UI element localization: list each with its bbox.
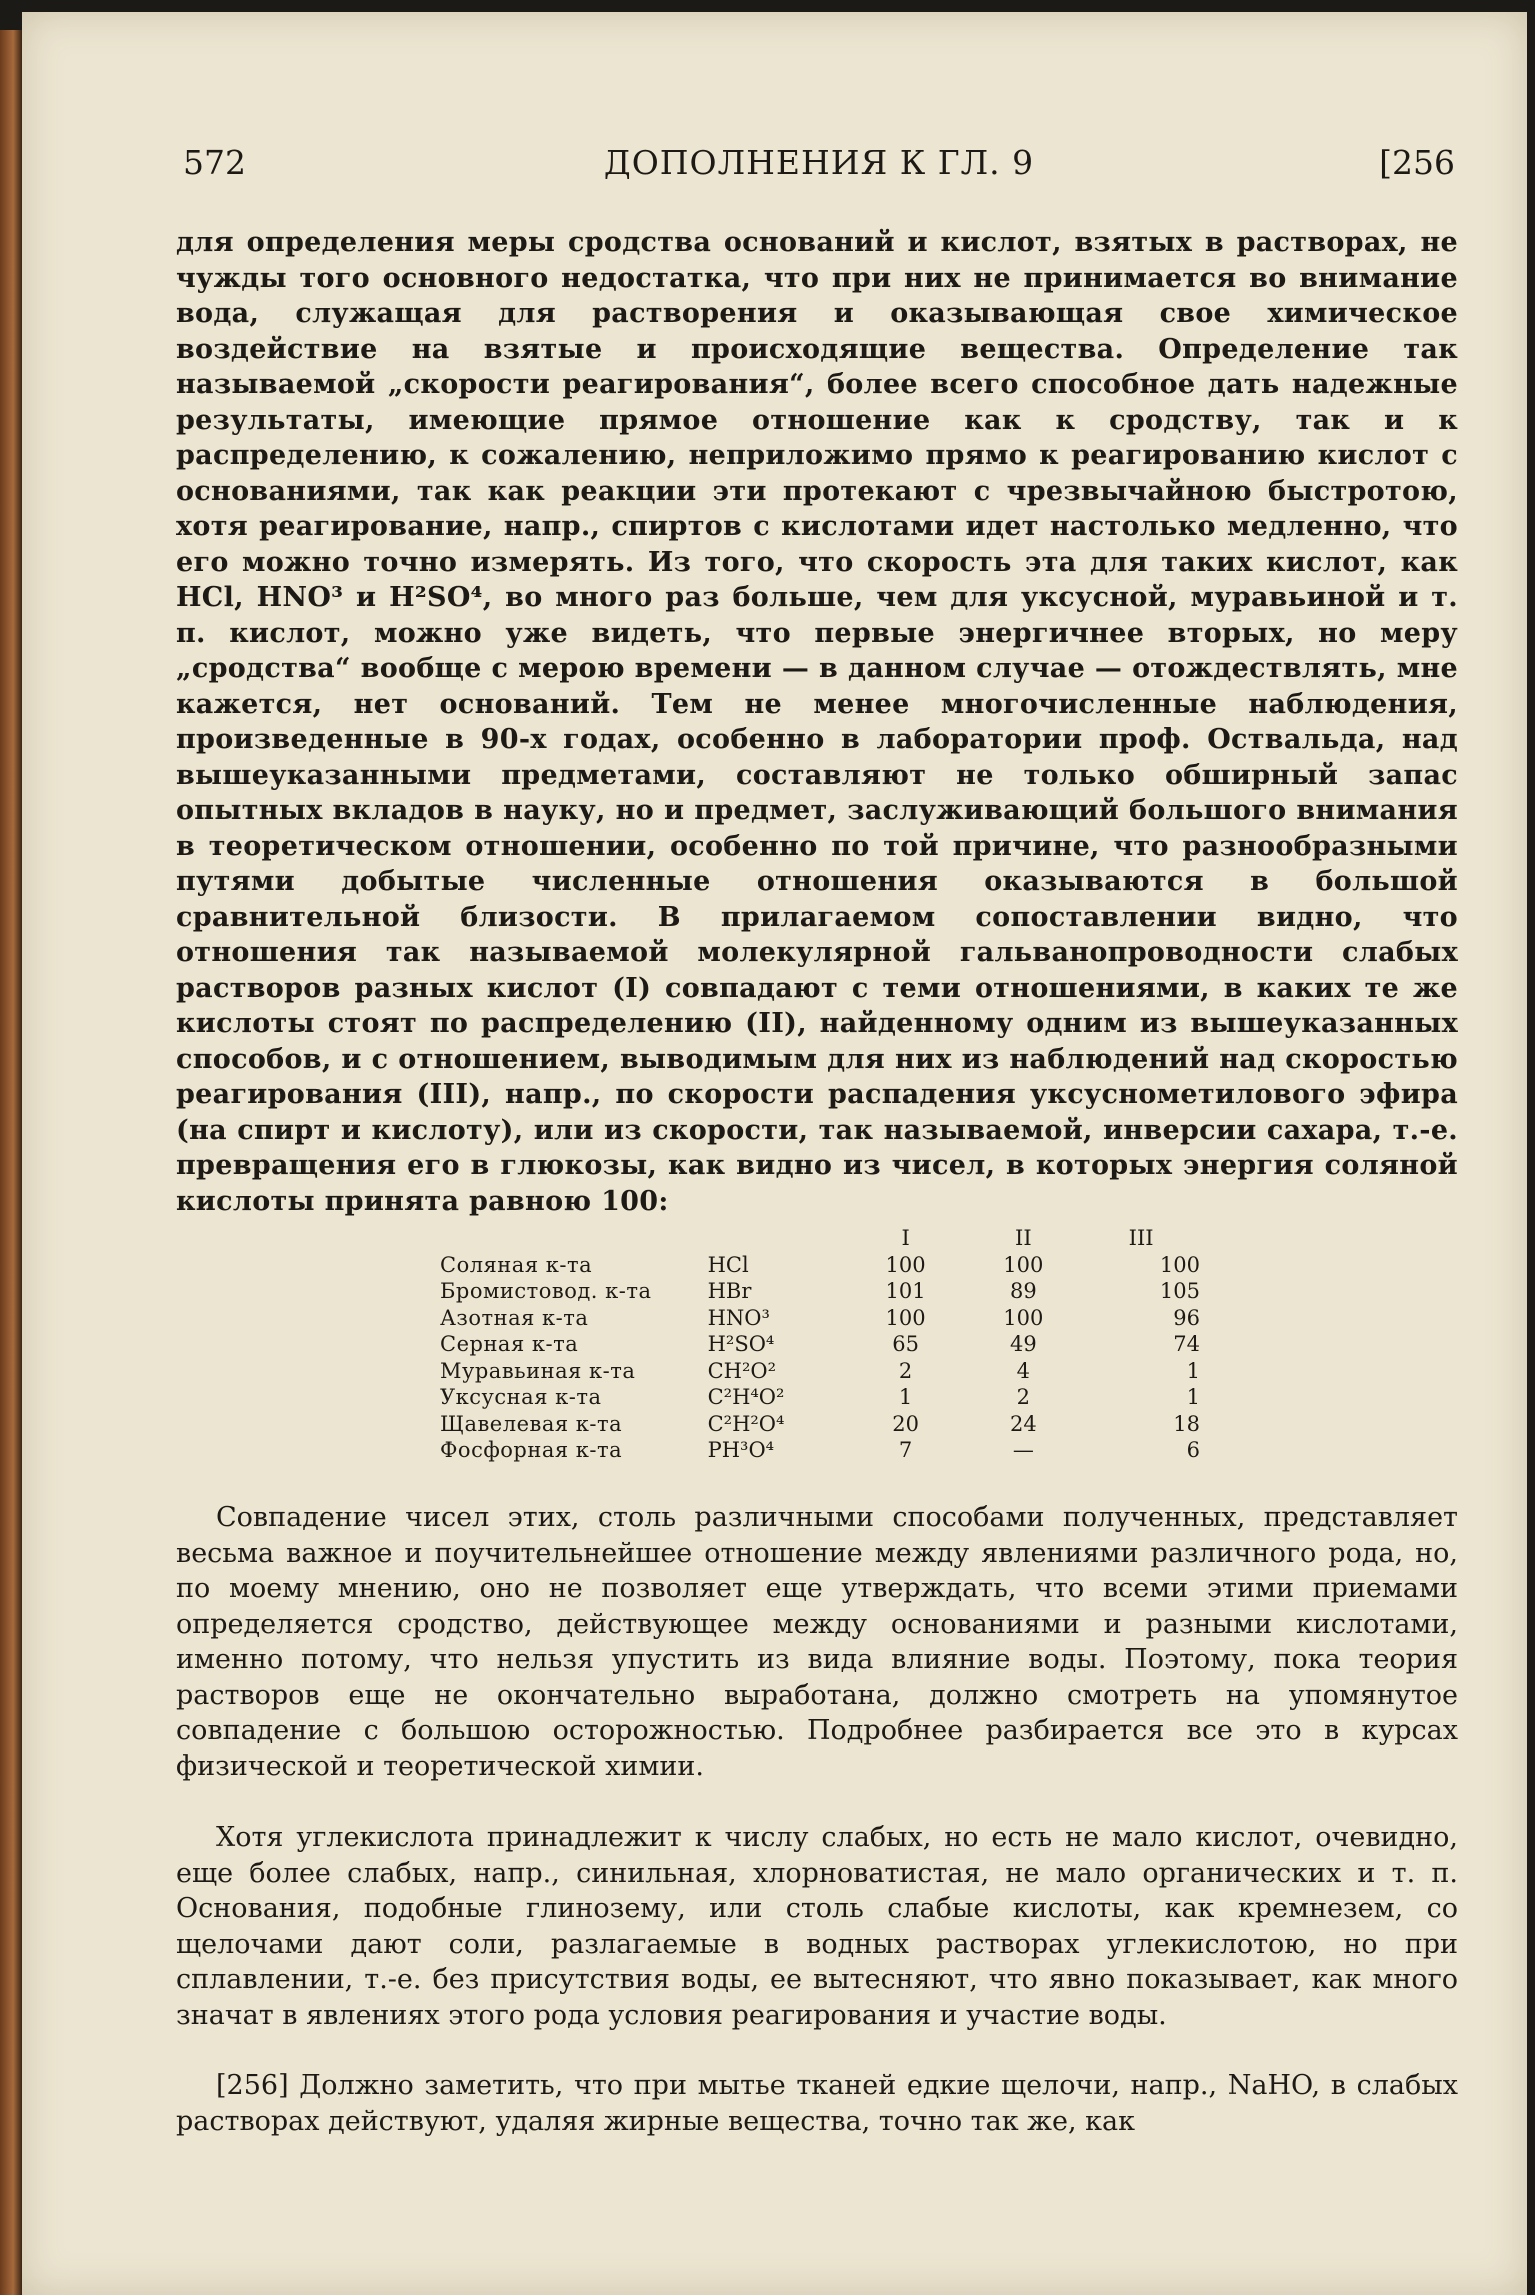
value-iii: 74 [1173,1332,1200,1356]
table-row [440,1437,1200,1464]
value-iii: 96 [1173,1305,1200,1330]
table-row [440,1358,1200,1385]
acid-table [440,1225,1200,1464]
value-iii: 1 [1186,1385,1200,1409]
acid-formula: PH³O⁴ [707,1438,775,1462]
table-row [440,1252,1200,1279]
acid-name: Серная к-та [440,1332,579,1356]
value-iii: 1 [1186,1358,1200,1383]
acid-name: Уксусная к-та [440,1385,602,1409]
column-header-ii: II [1015,1226,1032,1250]
value-ii: 2 [1016,1385,1031,1409]
value-i: 7 [898,1438,913,1462]
value-i: 2 [898,1358,913,1383]
running-head [183,138,1455,188]
acid-formula: CH²O² [707,1358,777,1383]
value-i: 20 [892,1411,919,1436]
acid-formula: H²SO⁴ [707,1332,775,1356]
value-iii: 6 [1186,1438,1200,1462]
value-ii: 24 [1009,1411,1037,1436]
value-i: 65 [892,1332,919,1356]
running-title: ДОПОЛНЕНИЯ К ГЛ. 9 [603,143,1035,182]
value-ii: 100 [1003,1252,1044,1277]
acid-name: Щавелевая к-та [440,1411,623,1436]
acid-name: Азотная к-та [440,1305,589,1330]
acid-name: Бромистовод. к-та [440,1279,652,1303]
paragraph-2 [176,1500,1458,1784]
acid-name: Фосфорная к-та [440,1438,623,1462]
column-header-iii: III [1128,1226,1154,1250]
value-ii: 49 [1009,1332,1037,1356]
value-ii: 4 [1016,1358,1031,1383]
acid-formula: HNO³ [707,1305,770,1330]
acid-formula: HBr [707,1279,752,1303]
value-iii: 18 [1173,1411,1200,1436]
paragraph-4 [176,2068,1458,2139]
book-edge [0,30,22,2295]
acid-formula: C²H²O⁴ [707,1411,785,1436]
value-iii: 100 [1159,1252,1200,1277]
paragraph-3 [176,1820,1458,2033]
table-row [440,1278,1200,1305]
acid-formula: HCl [707,1252,749,1277]
table-body [440,1252,1200,1464]
table-row [440,1411,1200,1438]
table-row [440,1331,1200,1358]
comparison-table [440,1225,1200,1464]
value-i: 1 [898,1385,913,1409]
acid-name: Муравьиная к-та [440,1358,636,1383]
page-number: 572 [183,143,246,182]
value-i: 100 [885,1305,926,1330]
paragraph-text: для определения меры сродства оснований и кислот, взятых в растворах, не чужды того основного недостатка, что при них не принимается во внимание вода, служащая для растворения и оказывающая свое химическое воздействие на взятые и происходящие вещества. Определение так называемой „скорости реагирования“, более всего способное дать надежные результаты, имеющие прямое отношение как к сродству, так и к распределению, к сожалению, неприложимо прямо к реагированию кислот с основаниями, так как реакции эти протекают с чрезвычайною быстротою, хотя реагирование, напр., спиртов с кислотами идет настолько медленно, что его можно точно измерять. Из того, что скорость эта для таких кислот, как HCl, HNO³ и H²SO⁴, во много раз больше, чем для уксусной, муравьиной и т. п. кислот, можно уже видеть, что первые энергичнее вторых, но меру „сродства“ вообще с мерою времени — в данном случае — отождествлять, мне кажется, нет оснований. Тем не менее многочисленные наблюдения, произведенные в 90-х годах, особенно в лаборатории проф. Оствальда, над вышеуказанными предметами, составляют не только обширный запас опытных вкладов в науку, но и предмет, заслуживающий большого внимания в теоретическом отношении, особенно по той причине, что разнообразными путями добытые численные отношения оказываются в большой сравнительной близости. В прилагаемом сопоставлении видно, что отношения так называемой молекулярной гальванопроводности слабых растворов разных кислот (I) совпадают с теми отношениями, в каких те же кислоты стоят по распределению (II), найденному одним из вышеуказанных способов, и с отношением, выводимым для них из наблюдений над скоростью реагирования (III), напр., по скорости распадения уксуснометилового эфира (на спирт и кислоту), или из скорости, так называемой, инверсии сахара, т.-е. превращения его в глюкозы, как видно из чисел, в которых энергия соляной кислоты принята равною 100: [176,227,1458,1217]
paragraph-text: Совпадение чисел этих, столь различными способами полученных, представляет весьма важное и поучительнейшее отношение между явлениями различного рода, но, по моему мнению, оно не позволяет еще утверждать, что всеми этими приемами определяется сродство, действующее между основаниями и разными кислотами, именно потому, что нельзя упустить из вида влияние воды. Поэтому, пока теория растворов еще не окончательно выработана, должно смотреть на упомянутое совпадение с большою осторожностью. Подробнее разбирается все это в курсах физической и теоретической химии. [176,1502,1458,1782]
value-ii: — [1012,1438,1034,1462]
value-i: 100 [885,1252,926,1277]
paragraph-1 [176,225,1458,1219]
column-header-i: I [901,1226,910,1250]
section-mark: [256 [1379,143,1455,182]
acid-formula: C²H⁴O² [707,1385,785,1409]
paragraph-text: Хотя углекислота принадлежит к числу слабых, но есть не мало кислот, очевидно, еще более слабых, напр., синильная, хлорноватистая, не мало органических и т. п. Основания, подобные глинозему, или столь слабые кислоты, как кремнезем, со щелочами дают соли, разлагаемые в водных растворах углекислотою, но при сплавлении, т.-е. без присутствия воды, ее вытесняют, что явно показывает, как много значат в явлениях этого рода условия реагирования и участие воды. [176,1822,1458,2031]
value-iii: 105 [1159,1279,1200,1303]
value-ii: 89 [1009,1279,1037,1303]
table-row [440,1384,1200,1411]
table-row [440,1305,1200,1332]
value-i: 101 [885,1279,926,1303]
table-header-row [440,1225,1200,1252]
paragraph-text: [256] Должно заметить, что при мытье тканей едкие щелочи, напр., NaHO, в слабых растворах действуют, удаляя жирные вещества, точно так же, как [176,2070,1458,2137]
acid-name: Соляная к-та [440,1252,593,1277]
value-ii: 100 [1003,1305,1044,1330]
